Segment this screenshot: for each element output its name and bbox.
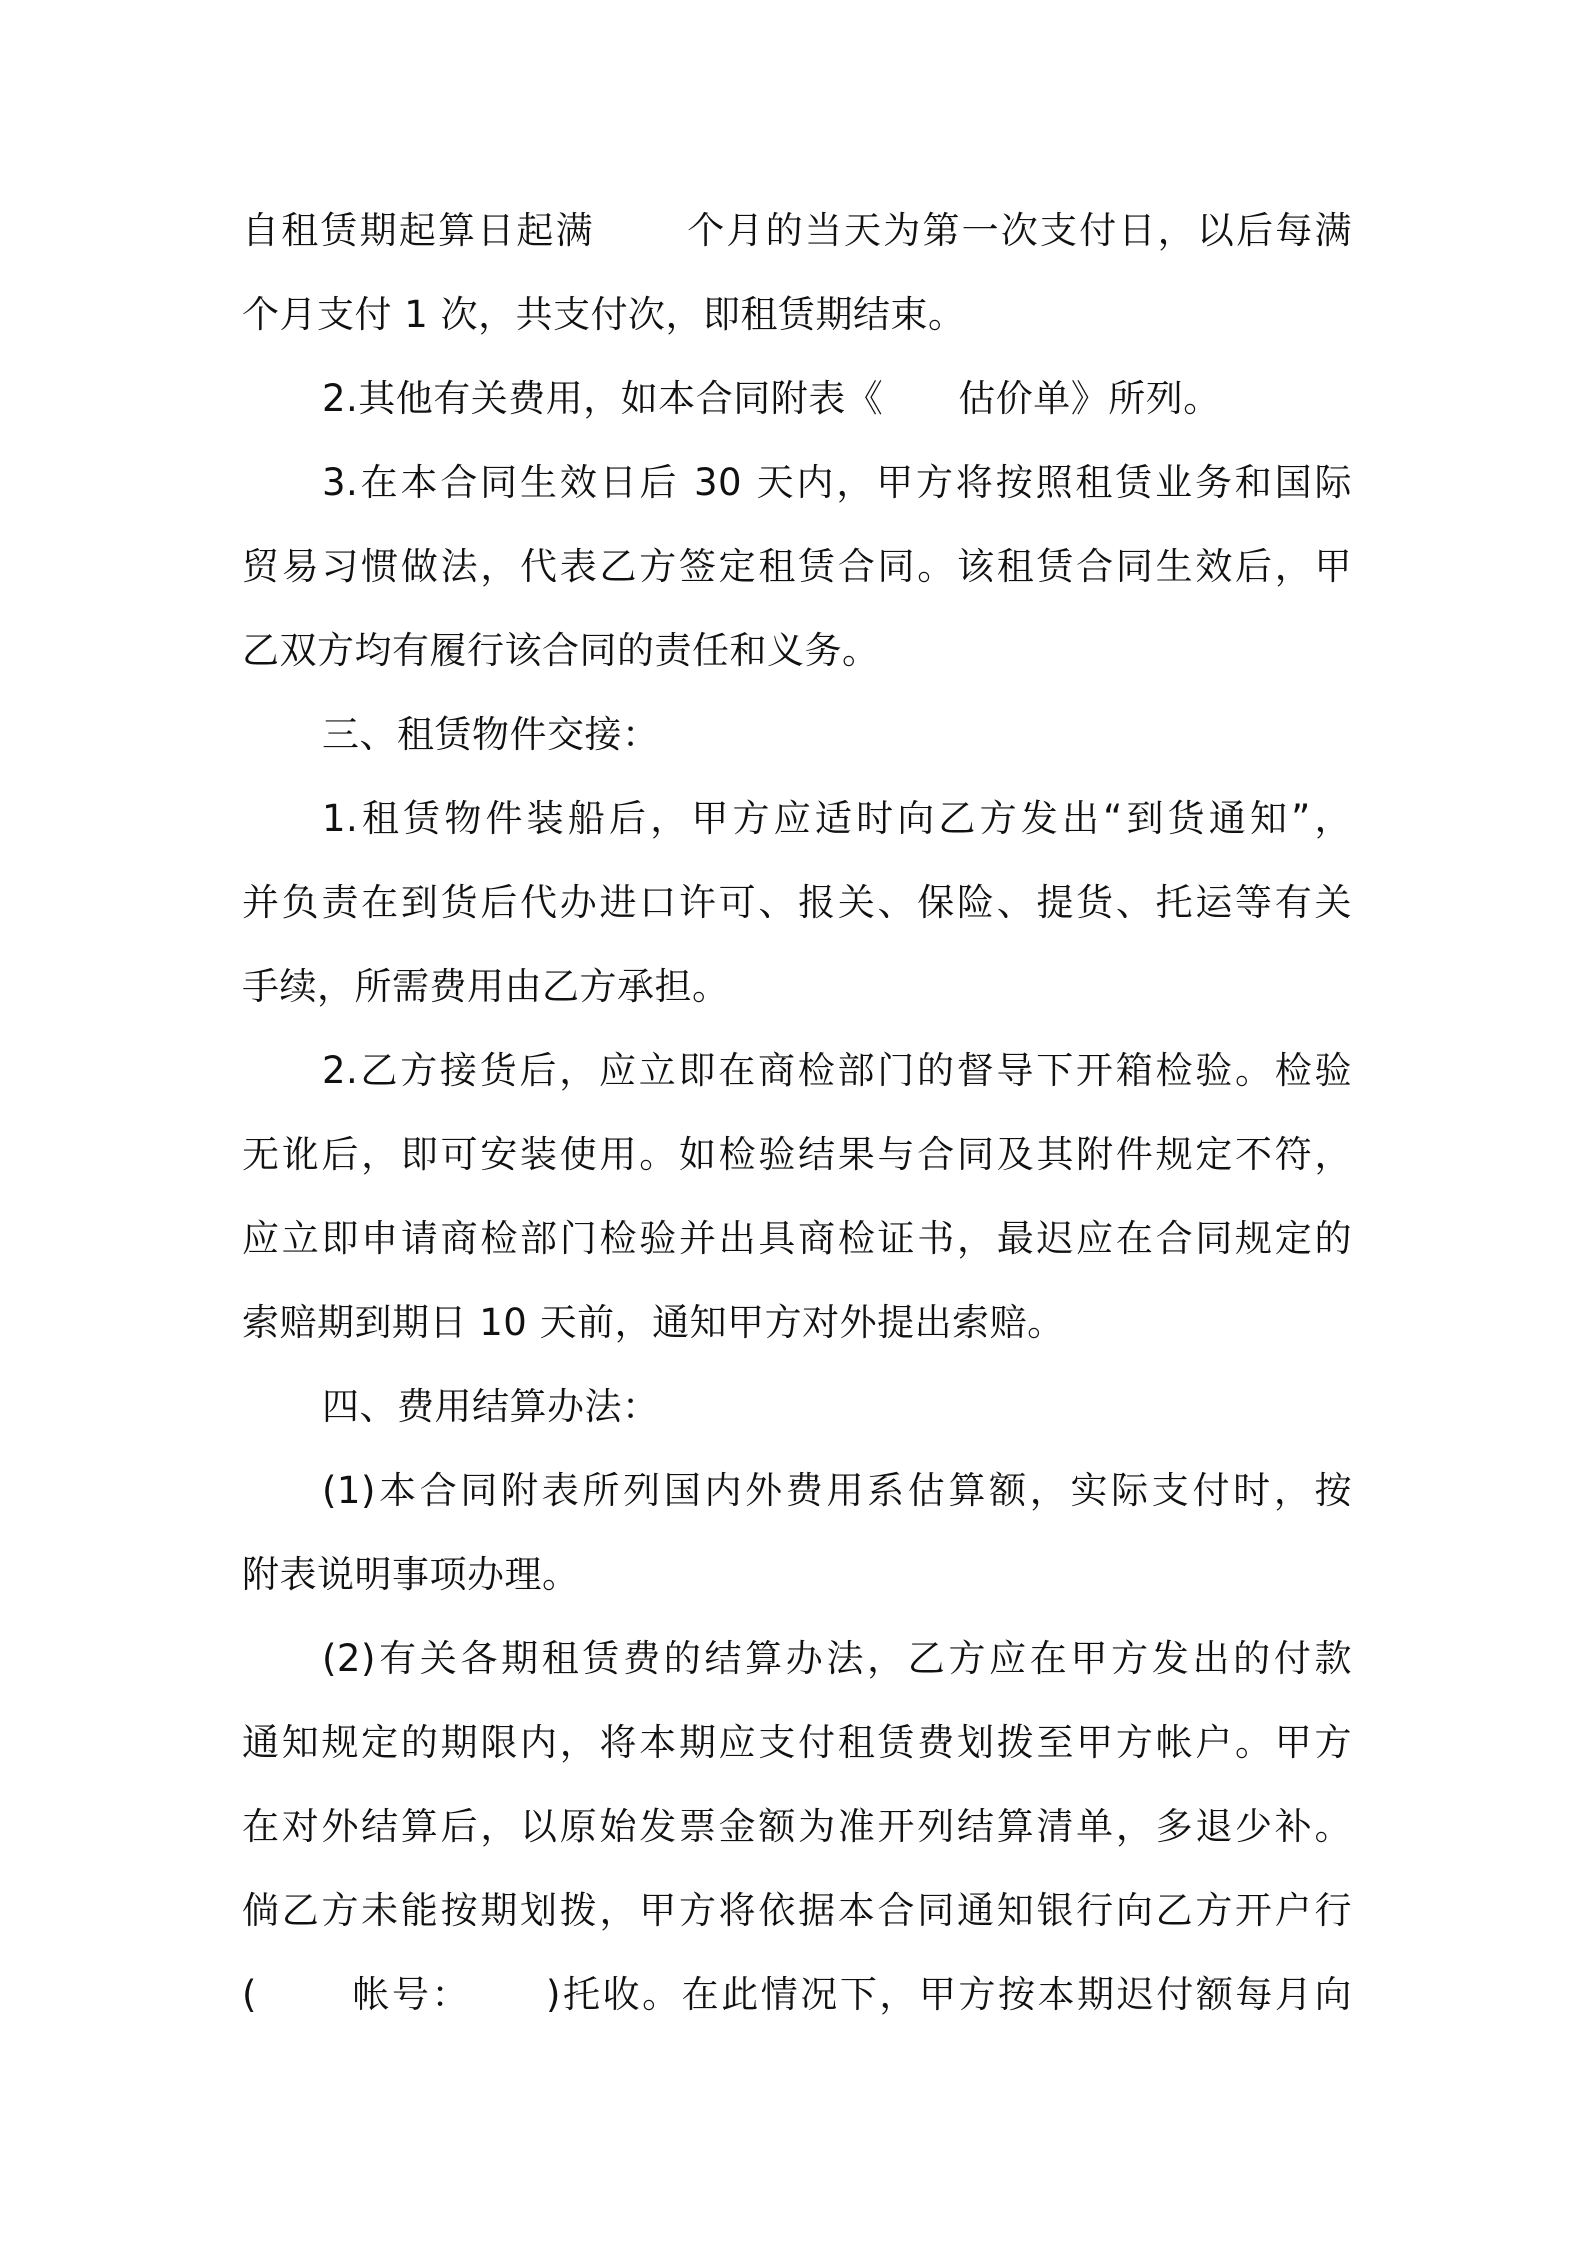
text-line: 无讹后，即可安装使用。如检验结果与合同及其附件规定不符，	[242, 1133, 1352, 1176]
section-heading: 四、费用结算办法：	[322, 1385, 660, 1428]
text-line: 索赔期到期日 10 天前，通知甲方对外提出索赔。	[242, 1301, 1065, 1344]
text-line: (1)本合同附表所列国内外费用系估算额，实际支付时，按	[322, 1469, 1352, 1512]
text-line: 1.租赁物件装船后，甲方应适时向乙方发出“到货通知”，	[322, 797, 1352, 840]
text-line: 乙双方均有履行该合同的责任和义务。	[242, 629, 880, 672]
text-line: 倘乙方未能按期划拨，甲方将依据本合同通知银行向乙方开户行	[242, 1889, 1352, 1932]
text-line: 2.其他有关费用，如本合同附表《 估价单》所列。	[322, 377, 1221, 420]
text-line: 个月支付 1 次，共支付次，即租赁期结束。	[242, 293, 966, 336]
section-heading: 三、租赁物件交接：	[322, 713, 660, 756]
text-line: 通知规定的期限内，将本期应支付租赁费划拨至甲方帐户。甲方	[242, 1721, 1352, 1764]
text-line: (2)有关各期租赁费的结算办法，乙方应在甲方发出的付款	[322, 1637, 1352, 1680]
text-line: 应立即申请商检部门检验并出具商检证书，最迟应在合同规定的	[242, 1217, 1352, 1260]
text-line: ( 帐号： )托收。在此情况下，甲方按本期迟付额每月向	[242, 1973, 1352, 2016]
text-line: 在对外结算后，以原始发票金额为准开列结算清单，多退少补。	[242, 1805, 1352, 1848]
text-line: 自租赁期起算日起满 个月的当天为第一次支付日，以后每满	[242, 209, 1352, 252]
text-line: 贸易习惯做法，代表乙方签定租赁合同。该租赁合同生效后，甲	[242, 545, 1352, 588]
text-line: 2.乙方接货后，应立即在商检部门的督导下开箱检验。检验	[322, 1049, 1352, 1092]
text-line: 附表说明事项办理。	[242, 1553, 580, 1596]
text-line: 手续，所需费用由乙方承担。	[242, 965, 730, 1008]
text-line: 3.在本合同生效日后 30 天内，甲方将按照租赁业务和国际	[322, 461, 1352, 504]
text-line: 并负责在到货后代办进口许可、报关、保险、提货、托运等有关	[242, 881, 1352, 924]
